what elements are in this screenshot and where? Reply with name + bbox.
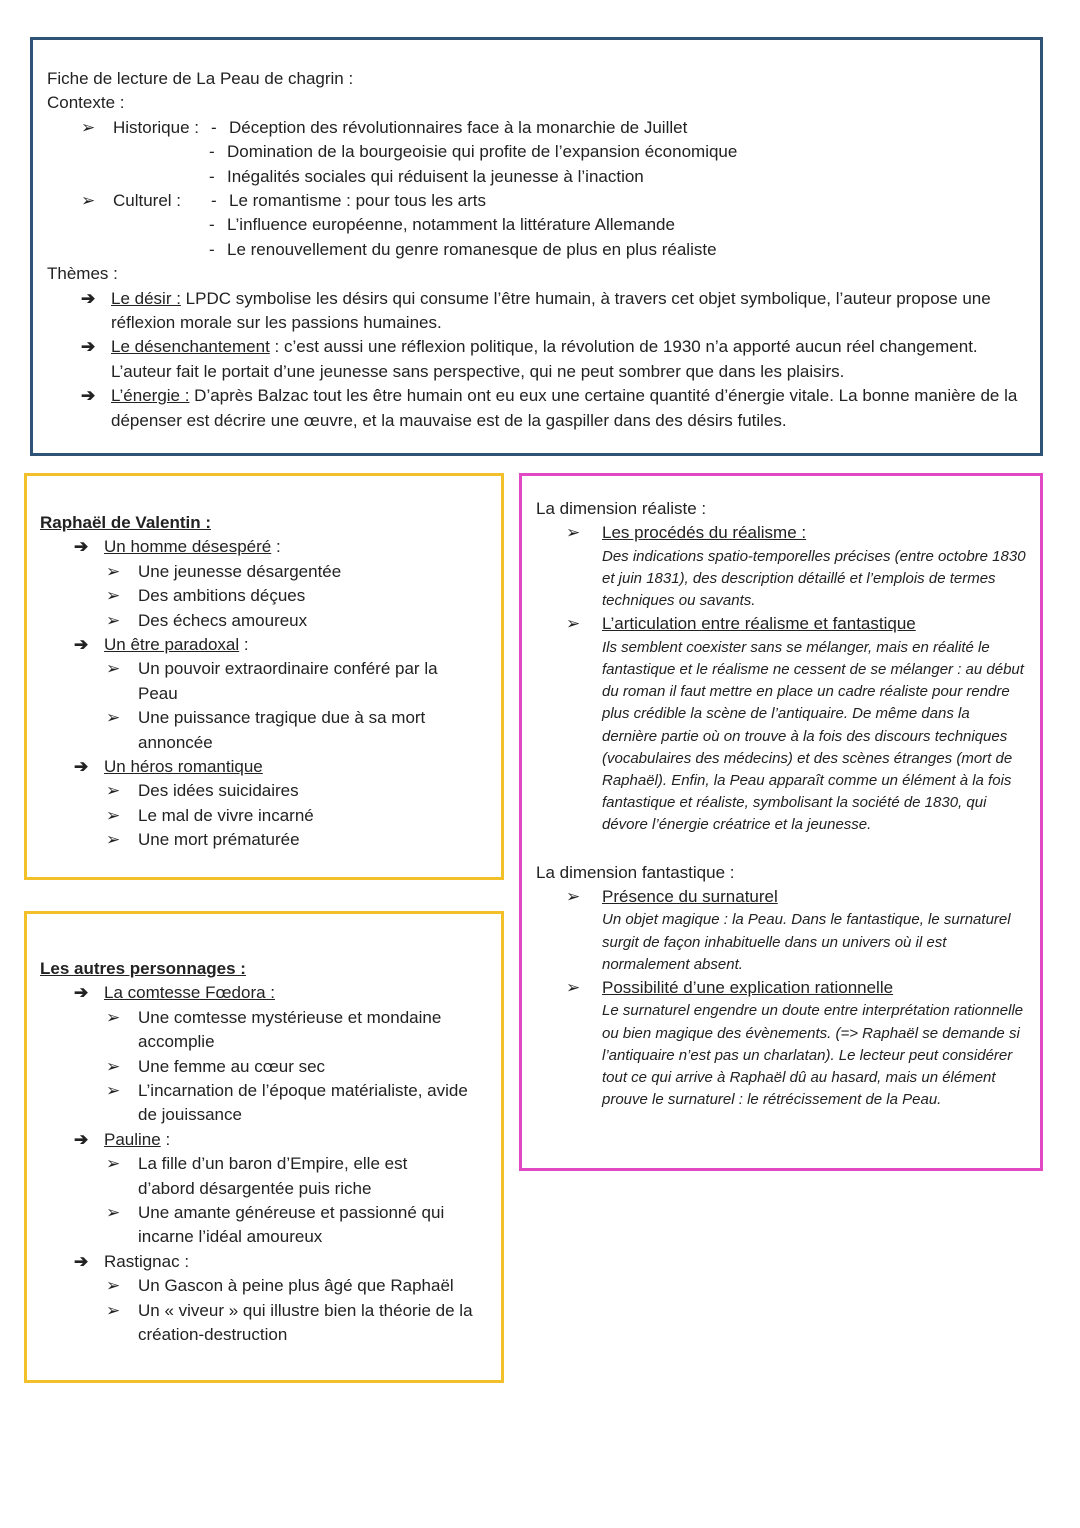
dimension-item-title: Présence du surnaturel <box>602 887 778 907</box>
triangle-bullet-icon: ➢ <box>106 805 121 825</box>
list-item <box>40 1006 501 1055</box>
theme-text: D’après Balzac tout les être humain ont eu eux une certaine quantité d’énergie vitale. La bonne manière de la dépenser est décrire une œuvre, et la mauvaise est de la gaspiller dans des désirs futiles. <box>111 386 1018 430</box>
list-item <box>40 706 501 755</box>
group-label: La comtesse Fœdora : <box>104 983 276 1003</box>
theme-title: Le désenchantement <box>111 337 270 357</box>
triangle-bullet-icon: ➢ <box>106 1154 121 1174</box>
list-item <box>40 560 501 584</box>
triangle-bullet-icon: ➢ <box>106 659 121 679</box>
dimension-item-text: Ils semblent coexister sans se mélanger, mais en réalité le fantastique et le réalisme ne cessent de se mélanger : au début du roman il faut mettre en place un cadre réaliste pour rendre plus crédible la scène de l’antiquaire. De même dans la dernière partie où on trouve à la fois des discours techniques (vocabulaires des médecins) et des scènes étranges (mort de Raphaël). Enfin, la Peau apparaît comme un élément à la fois fantastique et réaliste, symbolisant la société de 1830, qui dévore l’énergie créatrice et la jeunesse. <box>602 638 1024 834</box>
culturel-item: Le renouvellement du genre romanesque de plus en plus réaliste <box>227 239 717 259</box>
group-label: Un être paradoxal <box>104 635 240 655</box>
autres-title: Les autres personnages : <box>40 959 246 978</box>
raphael-box <box>24 473 504 880</box>
list-item <box>40 657 501 706</box>
historique-row <box>47 165 1040 189</box>
triangle-bullet-icon: ➢ <box>81 191 96 211</box>
list-item-text: Une puissance tragique due à sa mort annoncée <box>138 708 426 752</box>
culturel-row <box>47 238 1040 262</box>
group-heading <box>40 633 501 657</box>
list-item <box>40 1274 501 1298</box>
dimension-item-text: Le surnaturel engendre un doute entre interprétation rationnelle ou bien magique des évènements. (=> Raphaël se demande si l’antiquaire n’est pas un charlatan). Le lecteur peut considérer tout ce qui arrive à Raphaël dû au hasard, mais un élément prouve le surnaturel : le rétrécissement de la Peau. <box>602 1002 1024 1109</box>
dimension-item-title: L’articulation entre réalisme et fantastique <box>602 614 916 634</box>
list-item <box>40 1299 501 1348</box>
arrow-bullet-icon: ➔ <box>81 337 96 357</box>
list-item <box>40 1079 501 1128</box>
triangle-bullet-icon: ➢ <box>106 586 121 606</box>
culturel-row <box>47 213 1040 237</box>
list-item-text: Une femme au cœur sec <box>138 1056 326 1076</box>
triangle-bullet-icon: ➢ <box>566 614 581 634</box>
list-item-text: Une mort prématurée <box>138 830 300 850</box>
arrow-bullet-icon: ➔ <box>74 537 89 557</box>
culturel-label: Culturel : <box>113 191 182 211</box>
list-item-text: Des ambitions déçues <box>138 586 306 606</box>
arrow-bullet-icon: ➔ <box>74 1129 89 1149</box>
arrow-bullet-icon: ➔ <box>74 635 89 655</box>
triangle-bullet-icon: ➢ <box>106 1276 121 1296</box>
arrow-bullet-icon: ➔ <box>74 1251 89 1271</box>
list-item <box>40 779 501 803</box>
dimension-item-text: Un objet magique : la Peau. Dans le fantastique, le surnaturel surgit de façon inhabituelle dans un univers où il est normalement absent. <box>602 911 1011 973</box>
arrow-bullet-icon: ➔ <box>81 288 96 308</box>
dash-bullet: - <box>209 166 215 186</box>
historique-item: Déception des révolutionnaires face à la monarchie de Juillet <box>229 117 688 137</box>
list-item-text: Un Gascon à peine plus âgé que Raphaël <box>138 1276 454 1296</box>
historique-item: Domination de la bourgeoisie qui profite de l’expansion économique <box>227 142 738 162</box>
triangle-bullet-icon: ➢ <box>106 1056 121 1076</box>
list-item <box>40 584 501 608</box>
list-item-text: Le mal de vivre incarné <box>138 805 314 825</box>
list-item <box>40 1055 501 1079</box>
list-item-text: Une comtesse mystérieuse et mondaine accomplie <box>138 1007 442 1052</box>
arrow-bullet-icon: ➔ <box>74 757 89 777</box>
theme-text: : c’est aussi une réflexion politique, la révolution de 1930 n’a apporté aucun réel changement. L’auteur fait le portait d’une jeunesse sans perspective, qui ne peut sombrer que dans les plaisirs. <box>111 337 978 381</box>
group-heading <box>40 981 501 1005</box>
dimensions-box <box>519 473 1043 1171</box>
group-label: Rastignac : <box>104 1251 190 1271</box>
dash-bullet: - <box>209 142 215 162</box>
group-suffix: : <box>160 1129 171 1149</box>
group-label: Un homme désespéré <box>104 537 272 557</box>
triangle-bullet-icon: ➢ <box>106 1300 121 1320</box>
dimension-item <box>536 612 1032 636</box>
sheet-title: Fiche de lecture de La Peau de chagrin : <box>47 69 354 88</box>
culturel-item: L’influence européenne, notamment la littérature Allemande <box>227 215 675 235</box>
triangle-bullet-icon: ➢ <box>106 610 121 630</box>
triangle-bullet-icon: ➢ <box>106 1203 121 1223</box>
list-item-text: Des idées suicidaires <box>138 781 299 801</box>
dimension-item <box>536 521 1032 545</box>
arrow-bullet-icon: ➔ <box>81 386 96 406</box>
list-item <box>40 1152 501 1201</box>
theme-text: LPDC symbolise les désirs qui consume l’être humain, à travers cet objet symbolique, l’auteur propose une réflexion morale sur les passions humaines. <box>111 288 991 333</box>
group-suffix: : <box>271 537 281 557</box>
triangle-bullet-icon: ➢ <box>566 978 581 998</box>
dimension-item <box>536 885 1032 909</box>
list-item-text: Des échecs amoureux <box>138 610 308 630</box>
group-label: Pauline <box>104 1129 161 1149</box>
list-item-text: Une amante généreuse et passionné qui incarne l’idéal amoureux <box>138 1203 445 1247</box>
group-suffix: : <box>239 635 249 655</box>
triangle-bullet-icon: ➢ <box>106 708 121 728</box>
dash-bullet: - <box>211 117 217 137</box>
group-heading <box>40 1128 501 1152</box>
historique-row <box>47 116 1040 140</box>
list-item-text: La fille d’un baron d’Empire, elle est d’abord désargentée puis riche <box>138 1154 408 1198</box>
theme-title: Le désir : <box>111 288 181 308</box>
historique-row <box>47 140 1040 164</box>
list-item <box>40 1201 501 1250</box>
realiste-label: La dimension réaliste : <box>536 499 707 518</box>
arrow-bullet-icon: ➔ <box>74 983 89 1003</box>
list-item <box>40 609 501 633</box>
triangle-bullet-icon: ➢ <box>106 781 121 801</box>
dimension-item-title: Possibilité d’une explication rationnelle <box>602 978 894 998</box>
group-heading <box>40 535 501 559</box>
list-item-text: Un « viveur » qui illustre bien la théorie de la création-destruction <box>138 1300 473 1345</box>
fantastique-label: La dimension fantastique : <box>536 862 735 882</box>
themes-label: Thèmes : <box>47 264 118 284</box>
historique-label: Historique : <box>113 117 199 137</box>
triangle-bullet-icon: ➢ <box>106 830 121 850</box>
triangle-bullet-icon: ➢ <box>106 1081 121 1101</box>
theme-item <box>47 287 1040 336</box>
list-item-text: Une jeunesse désargentée <box>138 561 342 581</box>
raphael-title: Raphaël de Valentin : <box>40 513 211 532</box>
triangle-bullet-icon: ➢ <box>566 523 581 543</box>
contexte-label: Contexte : <box>47 93 125 113</box>
theme-item <box>47 335 1040 384</box>
group-label: Un héros romantique <box>104 757 263 777</box>
dimension-item-text: Des indications spatio-temporelles précises (entre octobre 1830 et juin 1831), des description détaillé et l’emplois de termes techniques ou savants. <box>602 547 1026 610</box>
dimension-item <box>536 976 1032 1000</box>
list-item-text: L’incarnation de l’époque matérialiste, avide de jouissance <box>138 1081 468 1125</box>
dash-bullet: - <box>209 215 215 235</box>
group-heading <box>40 755 501 779</box>
culturel-row <box>47 189 1040 213</box>
triangle-bullet-icon: ➢ <box>106 561 121 581</box>
triangle-bullet-icon: ➢ <box>81 117 96 137</box>
group-heading <box>40 1250 501 1274</box>
context-box <box>30 37 1043 456</box>
triangle-bullet-icon: ➢ <box>566 887 581 907</box>
dash-bullet: - <box>209 239 215 259</box>
list-item-text: Un pouvoir extraordinaire conféré par la Peau <box>138 659 438 703</box>
list-item <box>40 828 501 852</box>
historique-item: Inégalités sociales qui réduisent la jeunesse à l’inaction <box>227 166 644 186</box>
triangle-bullet-icon: ➢ <box>106 1007 121 1027</box>
dimension-item-title: Les procédés du réalisme : <box>602 523 807 543</box>
theme-item <box>47 384 1040 433</box>
list-item <box>40 804 501 828</box>
culturel-item: Le romantisme : pour tous les arts <box>229 191 487 211</box>
other-characters-box <box>24 911 504 1383</box>
dash-bullet: - <box>211 191 217 211</box>
theme-title: L’énergie : <box>111 386 190 406</box>
